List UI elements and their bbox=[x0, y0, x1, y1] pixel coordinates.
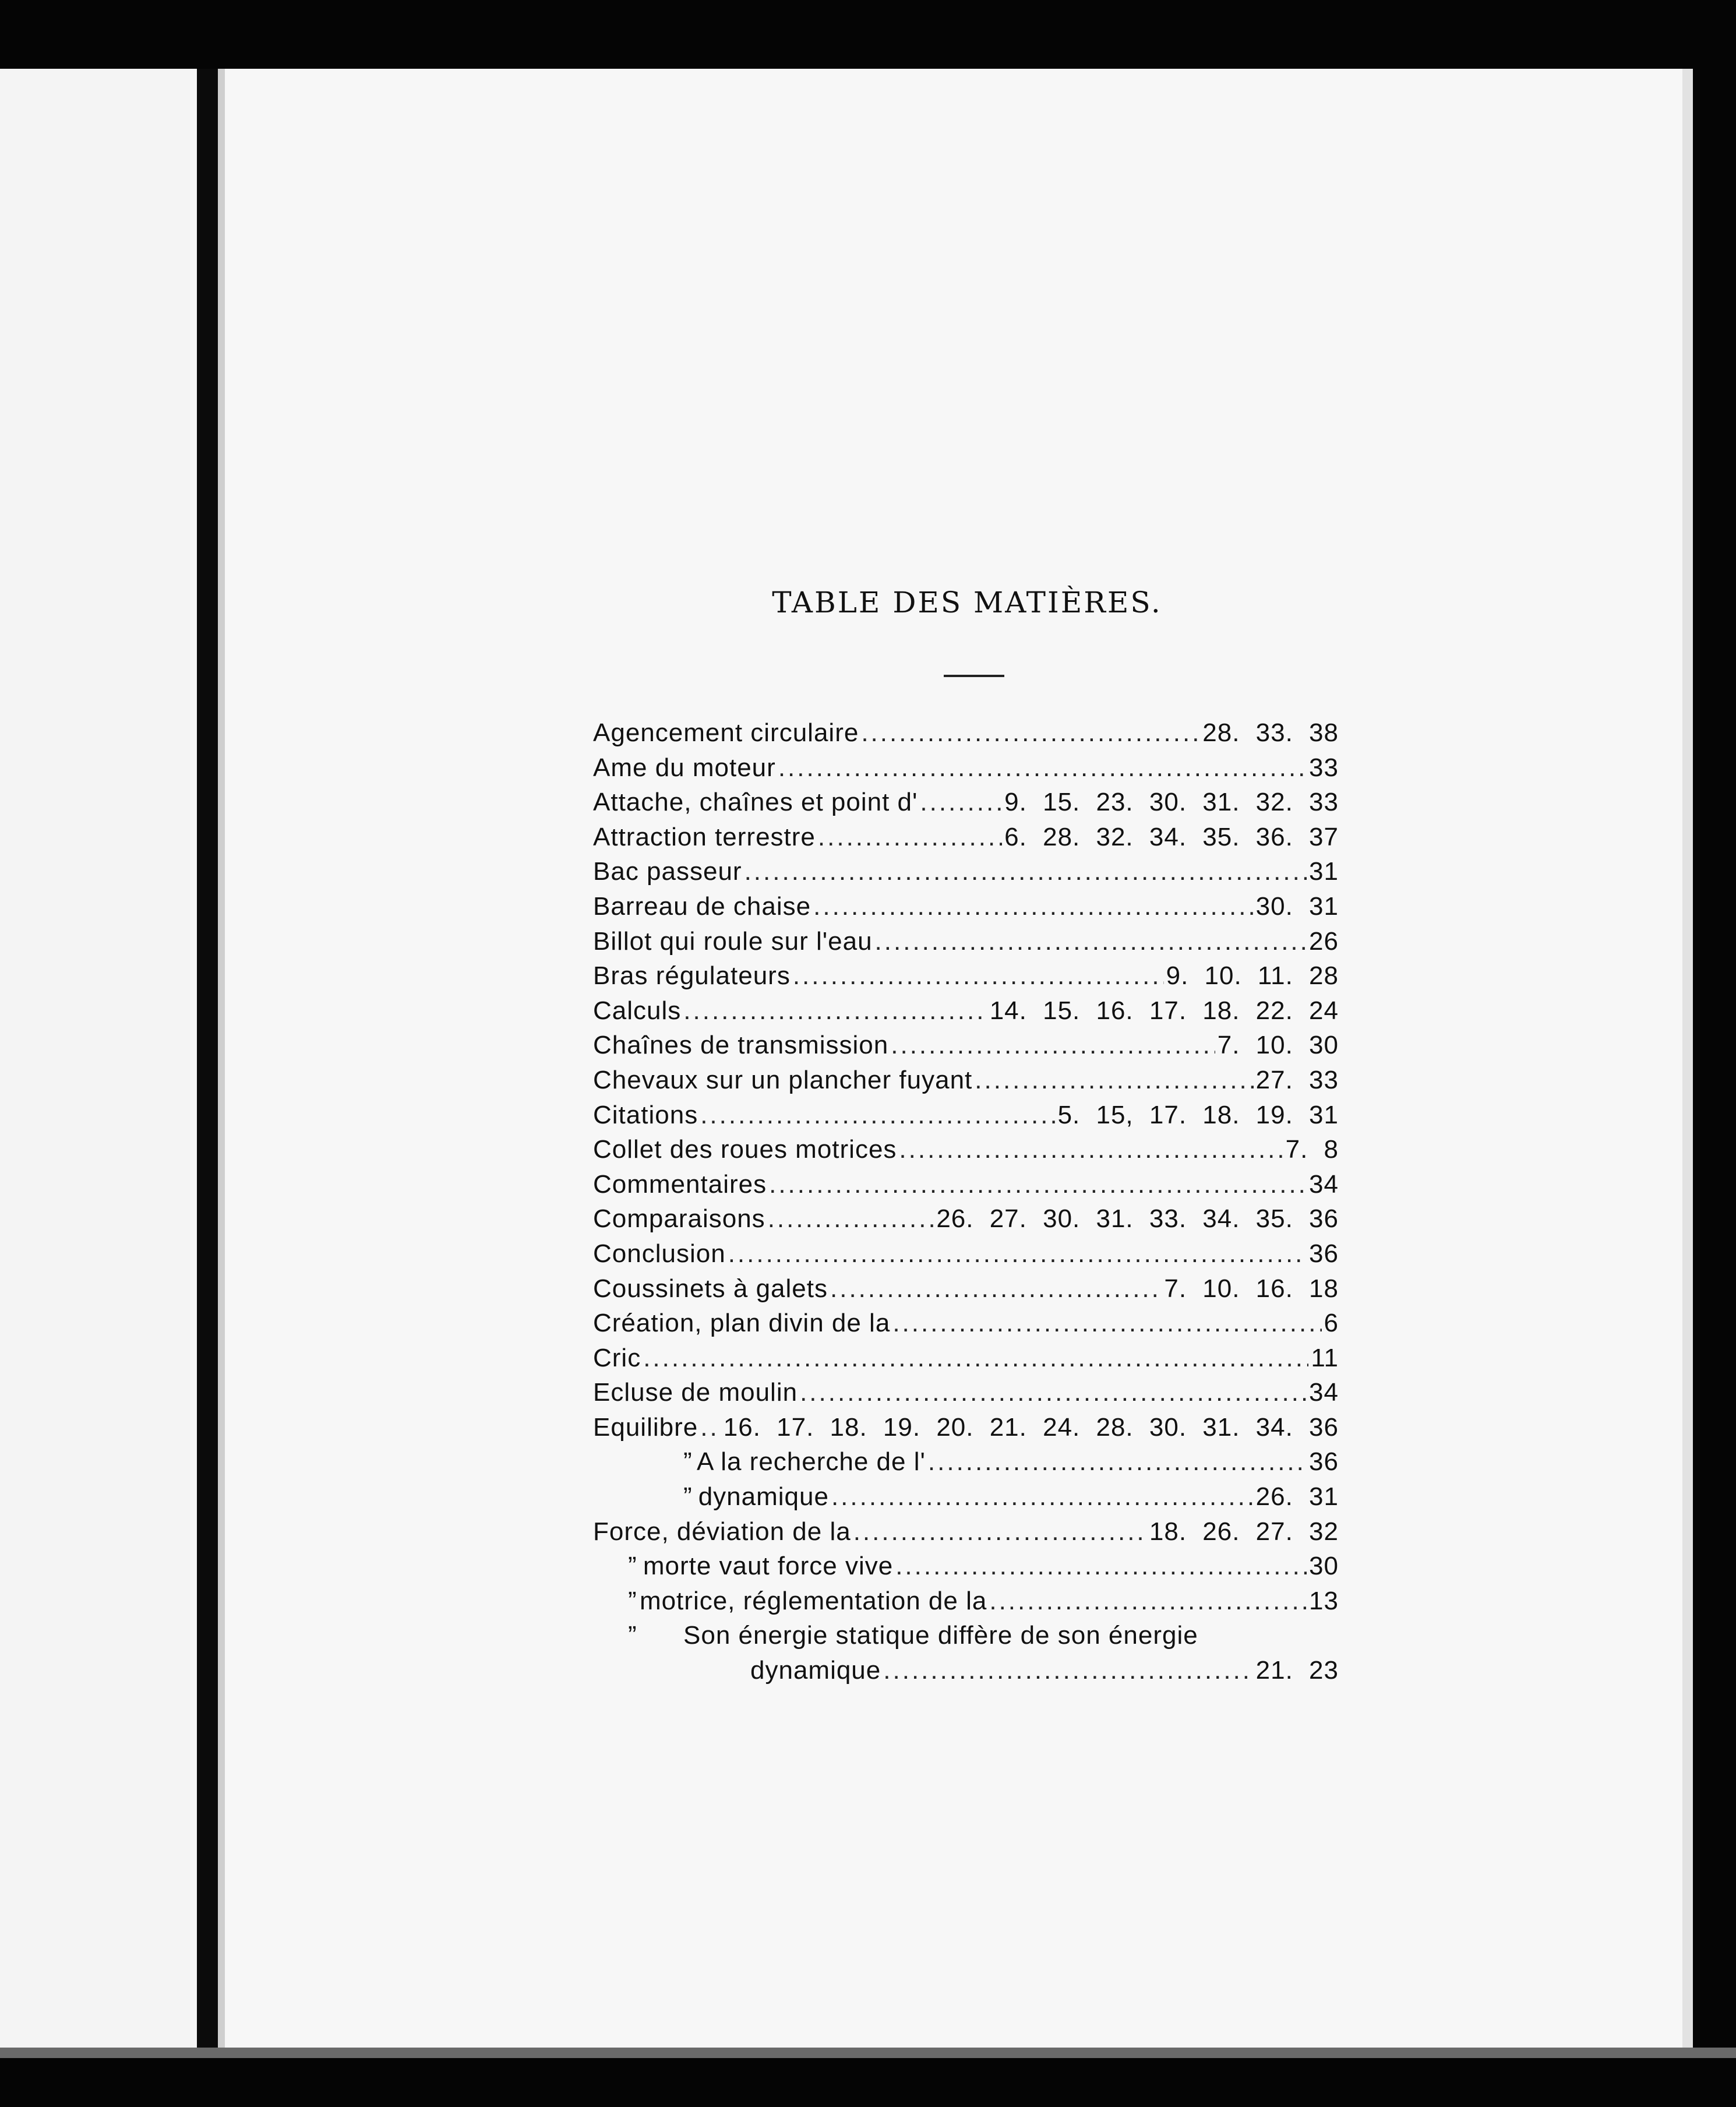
toc-entry bbox=[593, 785, 1339, 820]
book-spine bbox=[197, 69, 218, 2048]
entry-label: Conclusion bbox=[593, 1239, 726, 1268]
entry-label: Billot qui roule sur l'eau bbox=[593, 926, 873, 956]
toc-entry bbox=[593, 1236, 1339, 1271]
entry-label: Citations bbox=[593, 1100, 698, 1129]
entry-label: motrice, réglementation de la bbox=[639, 1586, 987, 1615]
toc-entry bbox=[593, 854, 1339, 889]
entry-label: Ecluse de moulin bbox=[593, 1378, 798, 1407]
toc-entry bbox=[593, 1132, 1339, 1167]
toc-entry bbox=[593, 1410, 1339, 1445]
entry-label: dynamique bbox=[750, 1656, 881, 1685]
entry-pages: 13 bbox=[1309, 1586, 1339, 1615]
entry-pages: 16. 17. 18. 19. 20. 21. 24. 28. 30. 31. 34. 36 bbox=[723, 1412, 1339, 1442]
toc-entry bbox=[593, 1375, 1339, 1410]
toc-subentry bbox=[593, 1549, 1339, 1584]
page-title: TABLE DES MATIÈRES. bbox=[772, 586, 1162, 619]
spine-highlight bbox=[218, 69, 225, 2048]
dot-leader bbox=[895, 1549, 1307, 1584]
entry-label: Coussinets à galets bbox=[593, 1274, 828, 1303]
dot-leader bbox=[831, 1479, 1254, 1514]
toc-entry bbox=[593, 820, 1339, 855]
dot-leader bbox=[700, 1098, 1055, 1133]
dot-leader bbox=[883, 1653, 1253, 1688]
toc-entry bbox=[593, 1098, 1339, 1133]
entry-label: Commentaires bbox=[593, 1169, 767, 1199]
toc-entry bbox=[593, 1271, 1339, 1306]
entry-pages: 5. 15, 17. 18. 19. 31 bbox=[1057, 1100, 1339, 1129]
toc-subentry bbox=[593, 1444, 1339, 1479]
dot-leader bbox=[875, 924, 1307, 959]
entry-pages: 11 bbox=[1311, 1343, 1339, 1372]
toc-entry bbox=[593, 1167, 1339, 1202]
dot-leader bbox=[778, 751, 1307, 785]
facing-page bbox=[0, 69, 203, 2048]
entry-label: Création, plan divin de la bbox=[593, 1309, 891, 1338]
dot-leader bbox=[818, 820, 1002, 855]
entry-label: Equilibre bbox=[593, 1412, 698, 1442]
entry-pages: 9. 15. 23. 30. 31. 32. 33 bbox=[1004, 788, 1339, 817]
entry-pages: 36 bbox=[1309, 1239, 1339, 1268]
entry-pages: 6 bbox=[1324, 1309, 1339, 1338]
entry-label: A la recherche de l' bbox=[697, 1447, 926, 1477]
dot-leader bbox=[861, 716, 1200, 751]
entry-pages: 9. 10. 11. 28 bbox=[1166, 961, 1339, 991]
toc-entry bbox=[593, 1063, 1339, 1098]
entry-pages: 27. 33 bbox=[1255, 1065, 1339, 1094]
title-rule bbox=[944, 675, 1004, 677]
entry-label: Barreau de chaise bbox=[593, 892, 811, 921]
entry-label: Comparaisons bbox=[593, 1204, 765, 1234]
entry-pages: 7. 8 bbox=[1285, 1135, 1339, 1164]
entry-pages: 18. 26. 27. 32 bbox=[1149, 1517, 1339, 1546]
ditto-mark: ” bbox=[683, 1447, 693, 1477]
dot-leader bbox=[830, 1271, 1162, 1306]
entry-label: Bras régulateurs bbox=[593, 961, 791, 991]
entry-pages: 30 bbox=[1309, 1552, 1339, 1581]
page-bottom-edge bbox=[0, 2048, 1736, 2058]
dot-leader bbox=[920, 785, 1002, 820]
dot-leader bbox=[853, 1514, 1147, 1549]
entry-label: morte vaut force vive bbox=[643, 1552, 894, 1581]
entry-pages: 7. 10. 16. 18 bbox=[1164, 1274, 1339, 1303]
entry-label: Ame du moteur bbox=[593, 753, 776, 782]
dot-leader bbox=[744, 854, 1307, 889]
dot-leader bbox=[975, 1063, 1253, 1098]
dot-leader bbox=[800, 1375, 1307, 1410]
dot-leader bbox=[989, 1584, 1307, 1619]
entry-label: dynamique bbox=[698, 1482, 829, 1511]
toc-entry bbox=[593, 993, 1339, 1028]
entry-pages: 33 bbox=[1309, 753, 1339, 782]
ditto-mark: ” bbox=[628, 1586, 637, 1615]
dot-leader bbox=[813, 889, 1254, 924]
dot-leader bbox=[899, 1132, 1283, 1167]
entry-pages: 26. 31 bbox=[1255, 1482, 1339, 1511]
entry-label: Son énergie statique diffère de son énergie bbox=[683, 1621, 1198, 1650]
entry-label: Force, déviation de la bbox=[593, 1517, 851, 1546]
toc-entry bbox=[593, 924, 1339, 959]
page-edge bbox=[1682, 69, 1693, 2048]
entry-label: Bac passeur bbox=[593, 857, 742, 886]
entry-pages: 28. 33. 38 bbox=[1202, 718, 1339, 747]
toc-entry bbox=[593, 1202, 1339, 1236]
entry-pages: 14. 15. 16. 17. 18. 22. 24 bbox=[989, 996, 1339, 1025]
entry-pages: 26 bbox=[1309, 926, 1339, 956]
toc-entry bbox=[593, 751, 1339, 785]
entry-label: Collet des roues motrices bbox=[593, 1135, 897, 1164]
ditto-mark: ” bbox=[628, 1552, 637, 1581]
entry-label: Chevaux sur un plancher fuyant bbox=[593, 1065, 973, 1094]
dot-leader bbox=[728, 1236, 1307, 1271]
entry-label: Chaînes de transmission bbox=[593, 1031, 889, 1060]
toc-entry bbox=[593, 1514, 1339, 1549]
entry-pages: 6. 28. 32. 34. 35. 36. 37 bbox=[1004, 822, 1339, 851]
toc-subentry bbox=[593, 1584, 1339, 1619]
entry-pages: 30. 31 bbox=[1255, 892, 1339, 921]
dot-leader bbox=[793, 959, 1164, 993]
dot-leader bbox=[892, 1306, 1321, 1341]
entry-label: Attache, chaînes et point d' bbox=[593, 788, 918, 817]
toc-entry bbox=[593, 889, 1339, 924]
dot-leader bbox=[643, 1341, 1308, 1376]
toc-entry bbox=[593, 959, 1339, 993]
ditto-mark: ” bbox=[683, 1482, 693, 1511]
entry-pages: 36 bbox=[1309, 1447, 1339, 1477]
toc-entry bbox=[593, 1028, 1339, 1063]
toc-subentry bbox=[593, 1479, 1339, 1514]
dot-leader bbox=[891, 1028, 1215, 1063]
entry-pages: 21. 23 bbox=[1255, 1656, 1339, 1685]
toc-entry bbox=[593, 1341, 1339, 1376]
dot-leader bbox=[683, 993, 987, 1028]
toc-continuation bbox=[593, 1653, 1339, 1688]
entry-pages: 34 bbox=[1309, 1378, 1339, 1407]
entry-pages: 26. 27. 30. 31. 33. 34. 35. 36 bbox=[936, 1204, 1339, 1234]
dot-leader bbox=[768, 1202, 934, 1236]
table-of-contents bbox=[593, 716, 1339, 1688]
toc-entry bbox=[593, 716, 1339, 751]
entry-label: Agencement circulaire bbox=[593, 718, 859, 747]
entry-pages: 31 bbox=[1309, 857, 1339, 886]
entry-pages: 34 bbox=[1309, 1169, 1339, 1199]
dot-leader bbox=[928, 1444, 1307, 1479]
toc-subentry bbox=[593, 1618, 1339, 1653]
toc-entry bbox=[593, 1306, 1339, 1341]
entry-pages: 7. 10. 30 bbox=[1217, 1031, 1339, 1060]
dot-leader bbox=[700, 1410, 721, 1445]
entry-label: Cric bbox=[593, 1343, 641, 1372]
entry-label: Attraction terrestre bbox=[593, 822, 816, 851]
dot-leader bbox=[769, 1167, 1307, 1202]
entry-label: Calculs bbox=[593, 996, 682, 1025]
ditto-mark: ” bbox=[628, 1621, 637, 1650]
